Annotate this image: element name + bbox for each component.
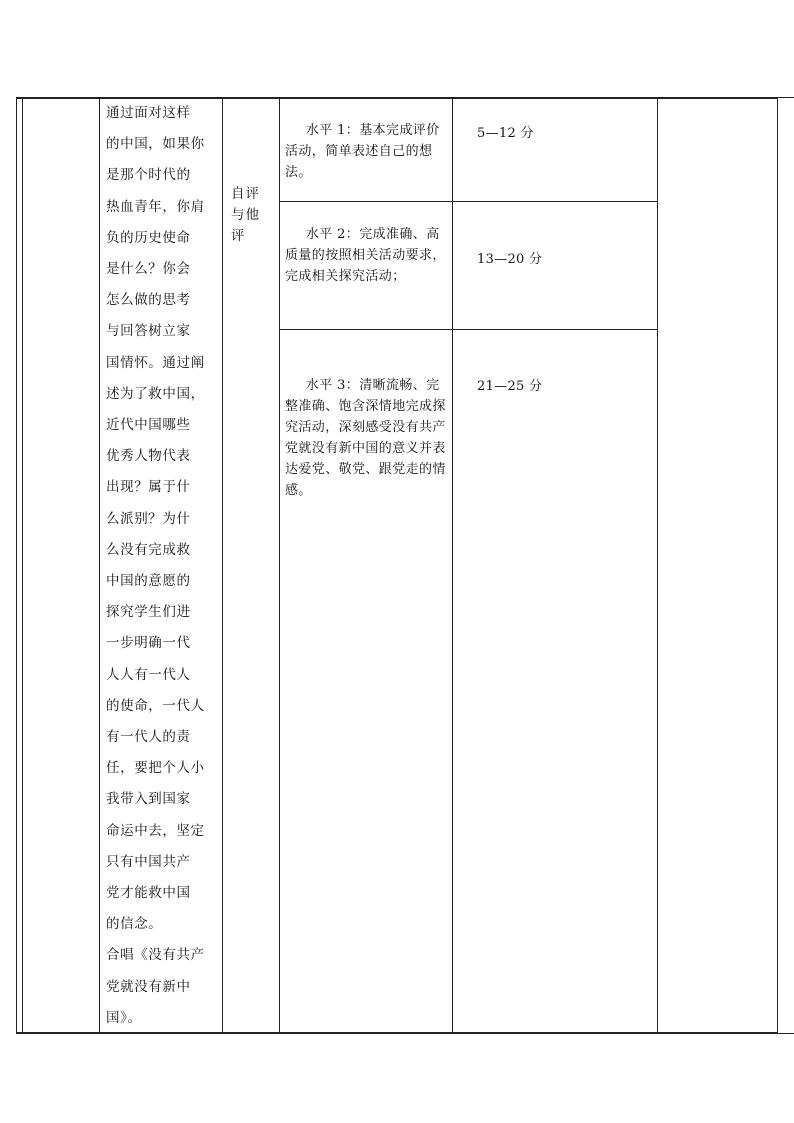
- table-border-inner-left: [22, 97, 23, 1034]
- activity-description: 通过面对这样 的中国，如果你 是那个时代的 热血青年，你肩 负的历史使命 是什么？你会 怎么做的思考 与回答树立家 国情怀。通过阐 述为了救中国， 近代中国哪些 优秀人物代表 出现？属于什 么派别？为什 么没有完成救 中国的意愿的 探究学生们进 一步明确一代 人人有一代人 的使命，一代人 有一代人的责 任，要把个人小 我带入到国家 命运中去，坚定 只有中国共产 党才能救中国 的信念。 合唱《没有共产 党就没有新中 国》。: [106, 105, 205, 1026]
- table-row-divider: [279, 329, 657, 330]
- table-edge-tick: [778, 1033, 794, 1034]
- table-column-divider: [99, 97, 100, 1034]
- level-2-score: 13—20 分: [477, 252, 543, 267]
- level-2-description: 水平 2：完成准确、高质量的按照相关活动要求，完成相关探究活动；: [285, 227, 446, 284]
- table-row-divider: [279, 201, 657, 202]
- table-edge-tick: [778, 97, 794, 98]
- evaluation-method: 自评 与他 评: [231, 186, 260, 244]
- table-column-divider: [222, 97, 223, 1034]
- level-1-score: 5—12 分: [477, 126, 534, 141]
- table-column-divider: [279, 97, 280, 1034]
- level-3-description: 水平 3：清晰流畅、完整准确、饱含深情地完成探究活动，深刻感受没有共产党就没有新中国的意义并表达爱党、敬党、跟党走的情感。: [285, 378, 446, 498]
- level-3-score: 21—25 分: [477, 379, 543, 394]
- table-column-divider: [452, 97, 453, 1034]
- table-column-divider: [657, 97, 658, 1034]
- level-1-description: 水平 1：基本完成评价活动，简单表述自己的想法。: [285, 123, 440, 180]
